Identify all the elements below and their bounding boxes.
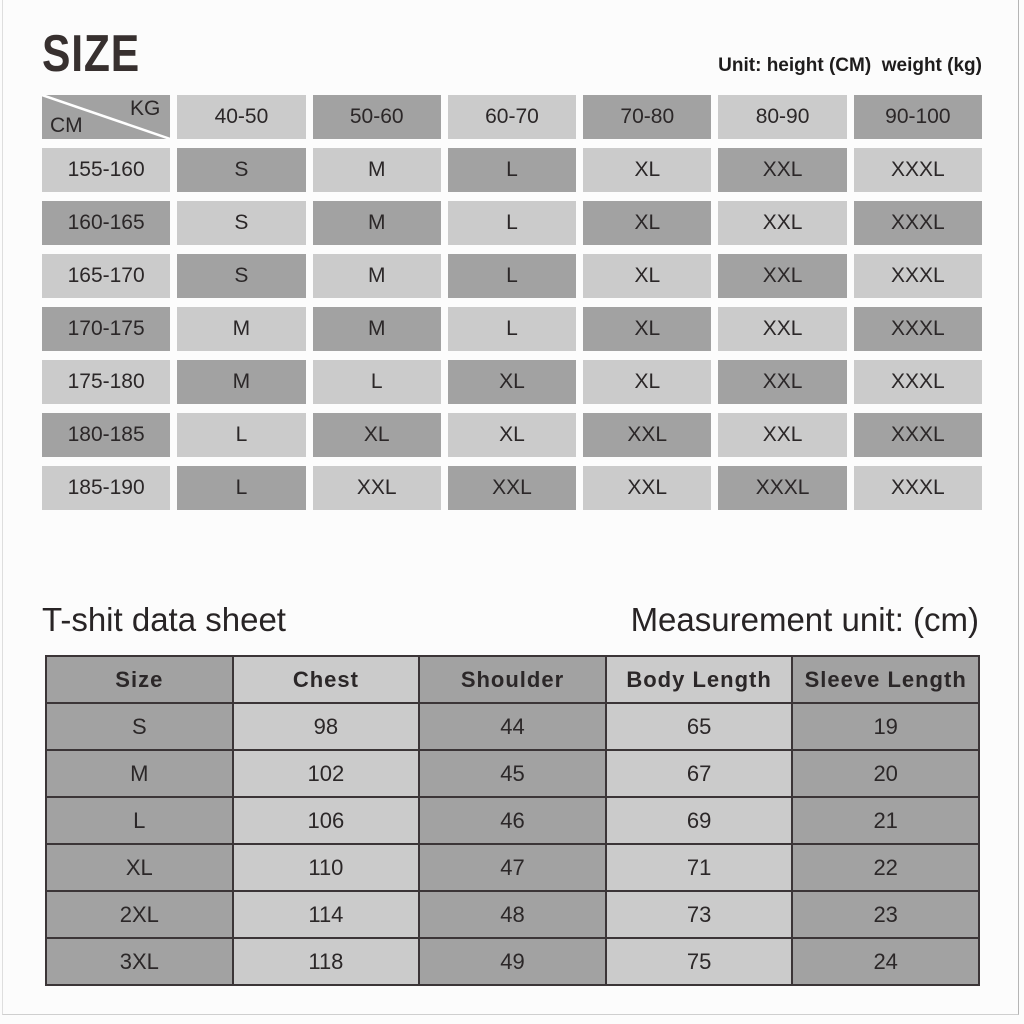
size-cell: XXL <box>718 413 846 457</box>
size-cell: M <box>313 201 441 245</box>
measurement-cell: 49 <box>419 938 606 985</box>
size-cell: L <box>448 148 576 192</box>
size-cell: XXL <box>313 466 441 510</box>
size-cell: XL <box>448 360 576 404</box>
size-cell: XXXL <box>718 466 846 510</box>
size-cell: L <box>448 307 576 351</box>
column-header-shoulder: Shoulder <box>419 656 606 703</box>
column-header-size: Size <box>46 656 233 703</box>
size-name-cell: L <box>46 797 233 844</box>
size-name-cell: 3XL <box>46 938 233 985</box>
measurement-cell: 102 <box>233 750 420 797</box>
table-row <box>46 750 979 797</box>
measurement-cell: 23 <box>792 891 979 938</box>
size-name-cell: XL <box>46 844 233 891</box>
size-cell: XL <box>313 413 441 457</box>
size-name-cell: S <box>46 703 233 750</box>
size-cell: XXL <box>448 466 576 510</box>
size-cell: XL <box>583 148 711 192</box>
size-cell: XL <box>583 201 711 245</box>
size-cell: XXL <box>718 360 846 404</box>
size-cell: L <box>448 254 576 298</box>
corner-cell <box>42 95 170 139</box>
size-cell: XXXL <box>854 254 982 298</box>
size-cell: L <box>177 466 305 510</box>
table-row <box>46 797 979 844</box>
measurement-cell: 47 <box>419 844 606 891</box>
size-cell: XXL <box>718 148 846 192</box>
size-cell: XXL <box>718 201 846 245</box>
measurement-cell: 48 <box>419 891 606 938</box>
size-cell: XXL <box>583 466 711 510</box>
size-cell: M <box>313 307 441 351</box>
weight-header-cell: 90-100 <box>854 95 982 139</box>
size-cell: XXL <box>718 307 846 351</box>
weight-header-cell: 70-80 <box>583 95 711 139</box>
measurement-cell: 44 <box>419 703 606 750</box>
height-range-cell: 185-190 <box>42 466 170 510</box>
size-cell: XXL <box>718 254 846 298</box>
table-row <box>46 703 979 750</box>
height-range-cell: 175-180 <box>42 360 170 404</box>
height-range-cell: 180-185 <box>42 413 170 457</box>
size-cell: XXXL <box>854 148 982 192</box>
size-cell: XL <box>583 360 711 404</box>
unit-note: Unit: height (CM) weight (kg) <box>718 55 982 76</box>
measurement-table <box>45 655 980 986</box>
size-cell: L <box>448 201 576 245</box>
measurement-cell: 22 <box>792 844 979 891</box>
size-cell: XL <box>583 254 711 298</box>
measurement-cell: 21 <box>792 797 979 844</box>
size-cell: XXXL <box>854 466 982 510</box>
size-cell: XXXL <box>854 360 982 404</box>
size-cell: S <box>177 148 305 192</box>
measurement-cell: 19 <box>792 703 979 750</box>
size-cell: XXL <box>583 413 711 457</box>
measurement-cell: 98 <box>233 703 420 750</box>
column-header-body-length: Body Length <box>606 656 793 703</box>
measurement-cell: 45 <box>419 750 606 797</box>
table-row <box>46 844 979 891</box>
datasheet-title: T-shit data sheet <box>42 601 286 638</box>
measurement-cell: 67 <box>606 750 793 797</box>
size-name-cell: 2XL <box>46 891 233 938</box>
weight-header-cell: 50-60 <box>313 95 441 139</box>
weight-header-cell: 40-50 <box>177 95 305 139</box>
size-cell: XXXL <box>854 413 982 457</box>
measurement-cell: 65 <box>606 703 793 750</box>
height-weight-size-table <box>42 95 982 510</box>
height-range-cell: 160-165 <box>42 201 170 245</box>
measurement-cell: 73 <box>606 891 793 938</box>
kg-label: KG <box>129 97 161 120</box>
size-cell: L <box>177 413 305 457</box>
weight-header-cell: 80-90 <box>718 95 846 139</box>
size-cell: M <box>313 254 441 298</box>
table-row <box>46 891 979 938</box>
column-header-sleeve-length: Sleeve Length <box>792 656 979 703</box>
measurement-cell: 20 <box>792 750 979 797</box>
size-cell: XL <box>583 307 711 351</box>
measurement-cell: 69 <box>606 797 793 844</box>
measurement-cell: 75 <box>606 938 793 985</box>
size-cell: S <box>177 201 305 245</box>
measurement-cell: 24 <box>792 938 979 985</box>
header-row <box>46 656 979 703</box>
measurement-unit-note: Measurement unit: (cm) <box>630 601 979 638</box>
height-range-cell: 170-175 <box>42 307 170 351</box>
size-cell: M <box>177 307 305 351</box>
height-range-cell: 165-170 <box>42 254 170 298</box>
datasheet-heading-row <box>42 601 979 639</box>
measurement-cell: 71 <box>606 844 793 891</box>
measurement-cell: 106 <box>233 797 420 844</box>
size-cell: XL <box>448 413 576 457</box>
height-range-cell: 155-160 <box>42 148 170 192</box>
size-cell: M <box>313 148 441 192</box>
measurement-cell: 118 <box>233 938 420 985</box>
table-row <box>46 938 979 985</box>
page-title: SIZE <box>42 25 141 83</box>
size-cell: XXXL <box>854 307 982 351</box>
measurement-cell: 114 <box>233 891 420 938</box>
cm-label: CM <box>50 114 83 137</box>
size-cell: M <box>177 360 305 404</box>
column-header-chest: Chest <box>233 656 420 703</box>
size-name-cell: M <box>46 750 233 797</box>
size-cell: XXXL <box>854 201 982 245</box>
weight-header-cell: 60-70 <box>448 95 576 139</box>
size-cell: L <box>313 360 441 404</box>
size-cell: S <box>177 254 305 298</box>
measurement-cell: 110 <box>233 844 420 891</box>
measurement-cell: 46 <box>419 797 606 844</box>
